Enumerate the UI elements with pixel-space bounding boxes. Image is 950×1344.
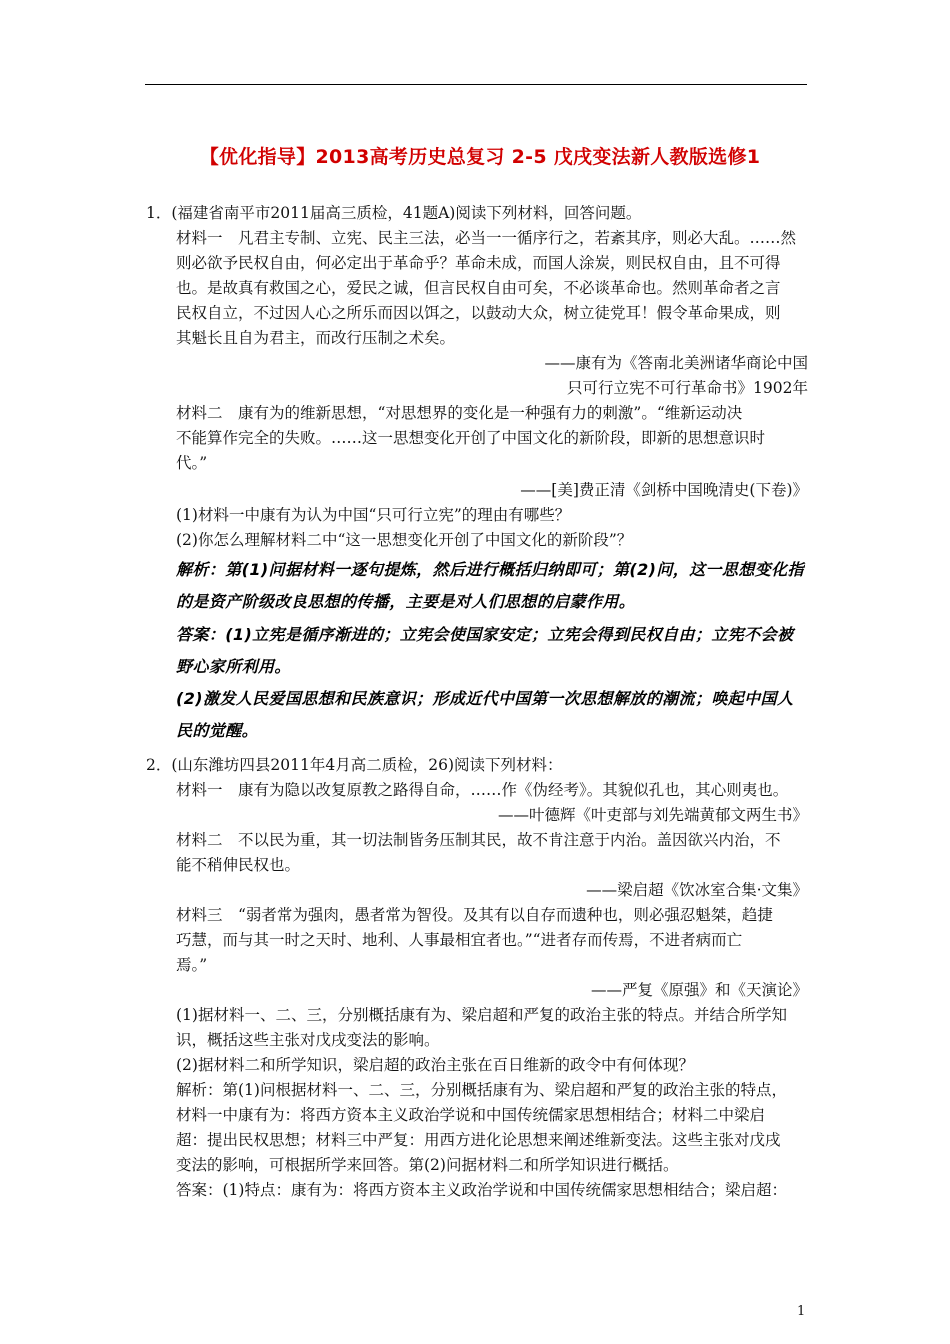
q2-source1: ——叶德辉《叶吏部与刘先端黄郁文两生书》: [497, 806, 808, 824]
q2-analysis-line: 解析：第(1)问根据材料一、二、三，分别概括康有为、梁启超和严复的政治主张的特点，: [176, 1081, 787, 1099]
q1-heading: 1．(福建省南平市2011届高三质检，41题A)阅读下列材料，回答问题。: [146, 204, 642, 222]
q2-analysis-line: 变法的影响，可根据所学来回答。第(2)问据材料二和所学知识进行概括。: [176, 1156, 679, 1174]
q2-material3-line: 焉。”: [176, 956, 208, 974]
q1-source1: ——康有为《答南北美洲诸华商论中国: [544, 354, 808, 372]
q1-material1-line: 也。是故真有救国之心，爱民之诚，但言民权自由可矣，不必谈革命也。然则革命者之言: [176, 279, 781, 297]
q2-material1: 材料一 康有为隐以改复原教之路得自命，……作《伪经考》。其貌似孔也，其心则夷也。: [176, 781, 789, 799]
q1-answer-line: 野心家所利用。: [176, 657, 291, 676]
q2-material3-line: 材料三 “弱者常为强肉，愚者常为智役。及其有以自存而遗种也，则必强忍魁桀，趋捷: [176, 906, 773, 924]
q1-source1-cont: 只可行立宪不可行革命书》1902年: [567, 379, 808, 397]
q2-analysis-line: 材料一中康有为：将西方资本主义政治学说和中国传统儒家思想相结合；材料二中梁启: [176, 1106, 766, 1124]
q2-question1-line: (1)据材料一、二、三，分别概括康有为、梁启超和严复的政治主张的特点。并结合所学知: [176, 1006, 787, 1024]
q2-material2-line: 材料二 不以民为重，其一切法制皆务压制其民，故不肯注意于内治。盖因欲兴内治，不: [176, 831, 781, 849]
q1-material1-line: 则必欲予民权自由，何必定出于革命乎？革命未成，而国人涂炭，则民权自由，且不可得: [176, 254, 781, 272]
q1-material2-line: 材料二 康有为的维新思想，“对思想界的变化是一种强有力的刺激”。“维新运动决: [176, 404, 743, 422]
q1-material2-line: 不能算作完全的失败。……这一思想变化开创了中国文化的新阶段，即新的思想意识时: [176, 429, 766, 447]
q1-material1-line: 材料一 凡君主专制、立宪、民主三法，必当一一循序行之，若紊其序，则必大乱。……然: [176, 229, 797, 247]
document-title: 【优化指导】2013高考历史总复习 2-5 戊戌变法新人教版选修1: [199, 146, 761, 168]
q1-source2: ——[美]费正清《剑桥中国晚清史(下卷)》: [520, 481, 808, 499]
q1-answer-line: 答案：(1)立宪是循序渐进的；立宪会使国家安定；立宪会得到民权自由；立宪不会被: [176, 625, 794, 644]
q1-material1-line: 民权自立，不过因人心之所乐而因以饵之，以鼓动大众，树立徒党耳！假令革命果成，则: [176, 304, 781, 322]
q2-question2: (2)据材料二和所学知识，梁启超的政治主张在百日维新的政令中有何体现？: [176, 1056, 694, 1074]
q2-source3: ——严复《原强》和《天演论》: [590, 981, 808, 999]
q2-material2-line: 能不稍伸民权也。: [176, 856, 301, 874]
q1-material1-line: 其魁长且自为君主，而改行压制之术矣。: [176, 329, 456, 347]
q2-question1-line: 识，概括这些主张对戊戌变法的影响。: [176, 1031, 440, 1049]
page-number: 1: [797, 1304, 806, 1319]
q2-material3-line: 巧慧，而与其一时之天时、地利、人事最相宜者也。”“进者存而传焉，不进者病而亡: [176, 931, 743, 949]
q2-analysis-line: 超：提出民权思想；材料三中严复：用西方进化论思想来阐述维新变法。这些主张对戊戌: [176, 1131, 781, 1149]
q1-question2: (2)你怎么理解材料二中“这一思想变化开创了中国文化的新阶段”？: [176, 531, 633, 549]
q1-material2-line: 代。”: [176, 454, 208, 472]
q1-question1: (1)材料一中康有为认为中国“只可行立宪”的理由有哪些？: [176, 506, 571, 524]
header-rule: [145, 84, 807, 85]
q2-source2: ——梁启超《饮冰室合集·文集》: [586, 881, 808, 899]
q2-heading: 2．(山东潍坊四县2011年4月高二质检，26)阅读下列材料：: [146, 756, 563, 774]
q1-answer-line: 民的觉醒。: [176, 721, 259, 740]
q1-analysis-line: 的是资产阶级改良思想的传播，主要是对人们思想的启蒙作用。: [176, 592, 636, 611]
q1-analysis-line: 解析：第(1)问据材料一逐句提炼，然后进行概括归纳即可；第(2)问，这一思想变化指: [176, 560, 804, 579]
q2-answer-line: 答案：(1)特点：康有为：将西方资本主义政治学说和中国传统儒家思想相结合；梁启超：: [176, 1181, 787, 1199]
q1-answer-line: (2)激发人民爱国思想和民族意识；形成近代中国第一次思想解放的潮流；唤起中国人: [176, 689, 794, 708]
